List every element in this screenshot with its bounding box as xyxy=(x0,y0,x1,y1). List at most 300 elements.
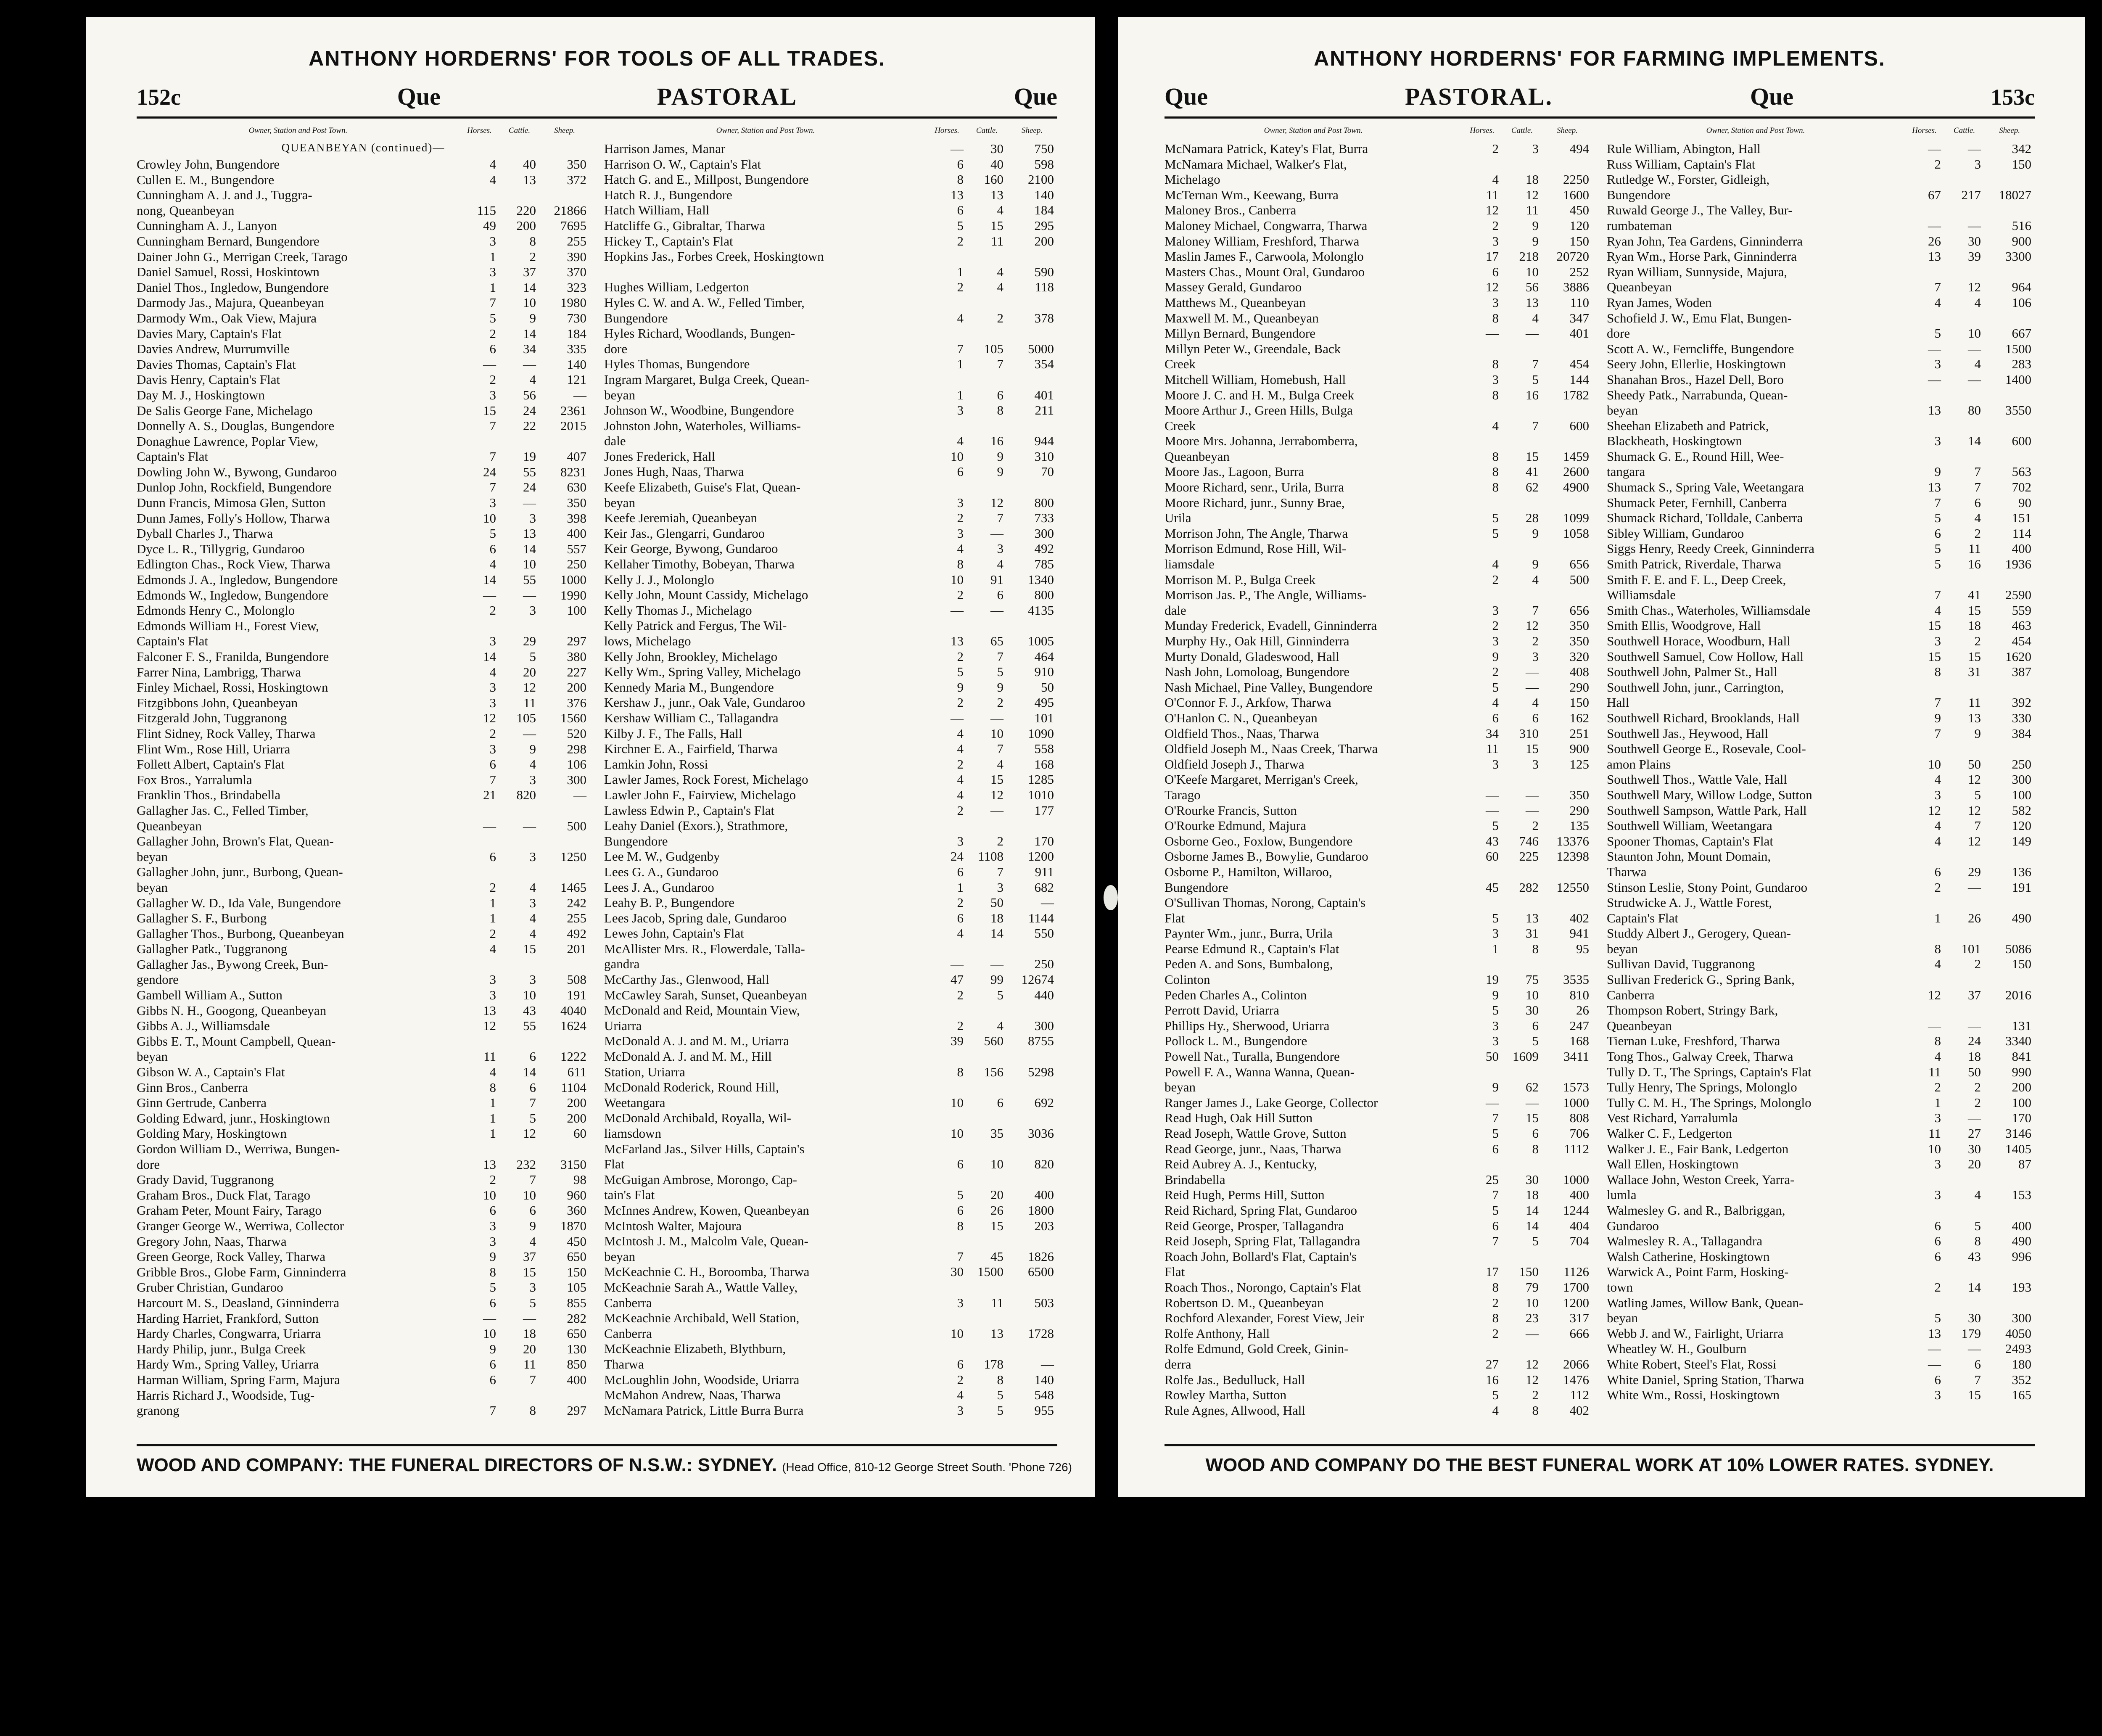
directory-entry xyxy=(137,911,590,926)
cattle-count: 13 xyxy=(990,1326,1003,1341)
owner-station-town: Finley Michael, Rossi, Hoskingtown xyxy=(137,680,328,695)
owner-station-town: Nash Michael, Pine Valley, Bungendore xyxy=(1165,679,1373,695)
cattle-count: 19 xyxy=(523,449,536,464)
owner-station-town: Phillips Hy., Sherwood, Uriarra xyxy=(1165,1018,1330,1033)
owner-station-town: liamsdale xyxy=(1165,557,1215,572)
cattle-count xyxy=(967,1311,1007,1326)
cattle-count: 31 xyxy=(1968,664,1981,679)
sheep-count: 1200 xyxy=(1563,1295,1589,1310)
directory-entry xyxy=(1607,664,2035,680)
cattle-count: 10 xyxy=(523,988,536,1003)
directory-entry xyxy=(604,1372,1057,1388)
sheep-count: 1980 xyxy=(560,295,586,310)
horses-count: 7 xyxy=(489,449,496,464)
directory-entry xyxy=(604,1065,1057,1080)
horses-count: 2 xyxy=(957,695,964,710)
cattle-count: 15 xyxy=(1526,1110,1539,1126)
horses-count xyxy=(1904,1172,1944,1188)
sheep-count: 282 xyxy=(567,1311,586,1326)
directory-entry xyxy=(137,1342,590,1357)
directory-entry xyxy=(1165,372,1592,388)
sheep-count: 131 xyxy=(2012,1018,2031,1033)
cattle-count xyxy=(967,372,1007,388)
page-number: 153c xyxy=(1991,85,2035,110)
directory-entry xyxy=(137,403,590,419)
cattle-count: 18 xyxy=(523,1326,536,1341)
horses-count: 6 xyxy=(489,1372,496,1387)
horses-count: 3 xyxy=(489,495,496,510)
directory-entry xyxy=(1165,188,1592,203)
owner-station-town: Captain's Flat xyxy=(1607,910,1679,925)
horses-count xyxy=(927,1049,967,1065)
owner-station-town: Keir George, Bywong, Gundaroo xyxy=(604,541,778,556)
sheep-count: 372 xyxy=(567,172,586,187)
cattle-count: — xyxy=(1968,141,1981,156)
directory-entry xyxy=(1607,818,2035,834)
sheep-count: 1000 xyxy=(1563,1172,1589,1187)
directory-entry xyxy=(1165,1311,1592,1326)
directory-entry xyxy=(1607,649,2035,665)
cattle-count: 2 xyxy=(997,310,1003,325)
sheep-count: 12674 xyxy=(1021,972,1054,987)
sheep-count: 8231 xyxy=(560,464,586,479)
owner-station-town: Ryan James, Woden xyxy=(1607,295,1712,310)
sheep-count: 153 xyxy=(2012,1187,2031,1202)
owner-station-town: White Robert, Steel's Flat, Rossi xyxy=(1607,1356,1777,1371)
owner-station-town: Pollock L. M., Bungendore xyxy=(1165,1033,1307,1049)
sheep-count: 165 xyxy=(2012,1387,2031,1403)
cattle-count: 5 xyxy=(529,1295,536,1310)
horses-count: 1 xyxy=(489,1126,496,1141)
directory-entry xyxy=(604,603,1057,618)
cattle-count: 6 xyxy=(1974,1356,1981,1371)
horses-count: 5 xyxy=(489,310,496,325)
directory-entry xyxy=(137,1003,590,1019)
cattle-count xyxy=(1944,172,1984,188)
directory-entry xyxy=(604,834,1057,849)
cattle-count: 2 xyxy=(1974,526,1981,541)
owner-station-town: Franklin Thos., Brindabella xyxy=(137,787,281,803)
horses-count xyxy=(927,1003,967,1018)
horses-count: — xyxy=(1928,1356,1941,1371)
cattle-count: 218 xyxy=(1519,249,1539,264)
directory-entry xyxy=(1165,1080,1592,1095)
owner-station-town: Morrison Edmund, Rose Hill, Wil- xyxy=(1165,541,1347,556)
owner-station-town: beyan xyxy=(137,1049,168,1064)
cattle-count: 9 xyxy=(1532,526,1539,541)
owner-station-town: dale xyxy=(1165,602,1186,618)
owner-station-town: Hatch R. J., Bungendore xyxy=(604,187,732,202)
cattle-count: 37 xyxy=(523,264,536,280)
horses-count: 3 xyxy=(1934,787,1941,802)
horses-count: 4 xyxy=(1492,418,1499,433)
owner-station-town: Follett Albert, Captain's Flat xyxy=(137,757,285,772)
directory-entry xyxy=(604,1080,1057,1095)
owner-station-town: Gibbs N. H., Googong, Queanbeyan xyxy=(137,1003,327,1018)
horses-count: 4 xyxy=(1492,172,1499,187)
horses-count: 39 xyxy=(951,1033,964,1049)
directory-entry xyxy=(137,372,590,388)
sheep-count: 387 xyxy=(2012,664,2031,679)
horses-count: 7 xyxy=(489,772,496,787)
directory-entry xyxy=(604,295,1057,311)
sheep-count: 283 xyxy=(2012,357,2031,372)
sheep-count: 810 xyxy=(1569,987,1589,1002)
cattle-count: 5 xyxy=(997,664,1003,679)
column-header xyxy=(1165,126,1592,138)
directory-entry xyxy=(604,649,1057,665)
owner-station-town: McKeachnie C. H., Boroomba, Tharwa xyxy=(604,1264,810,1279)
directory-entry xyxy=(1165,864,1592,880)
sheep-count xyxy=(1984,418,2035,434)
sheep-count: 667 xyxy=(2012,326,2031,341)
horses-count: 30 xyxy=(951,1264,964,1279)
cattle-count: 18 xyxy=(1526,172,1539,187)
directory-entry xyxy=(137,249,590,265)
sheep-count: 180 xyxy=(2012,1356,2031,1371)
owner-station-town: White Wm., Rossi, Hoskingtown xyxy=(1607,1387,1780,1403)
sheep-count: 1800 xyxy=(1028,1202,1054,1218)
horses-count: 4 xyxy=(1492,1403,1499,1418)
sheep-count: 3300 xyxy=(2005,249,2031,264)
directory-entry xyxy=(137,618,590,634)
cattle-count: 8 xyxy=(529,1403,536,1418)
sheep-count: 140 xyxy=(1034,1372,1054,1387)
directory-entry xyxy=(137,1080,590,1096)
horses-count xyxy=(1904,849,1944,864)
directory-entry xyxy=(1165,280,1592,295)
cattle-count: 220 xyxy=(516,203,536,218)
directory-entry xyxy=(1607,726,2035,742)
cattle-count: 15 xyxy=(1526,741,1539,756)
owner-station-town: Murphy Hy., Oak Hill, Ginninderra xyxy=(1165,634,1349,648)
owner-station-town: Harman William, Spring Farm, Majura xyxy=(137,1372,340,1387)
owner-station-town: Lewes John, Captain's Flat xyxy=(604,926,744,941)
owner-station-town: Daniel Thos., Ingledow, Bungendore xyxy=(137,280,329,295)
horses-count xyxy=(1904,311,1944,326)
sheep-count: 317 xyxy=(1569,1311,1589,1326)
owner-station-town: Cullen E. M., Bungendore xyxy=(137,172,275,187)
cattle-count: 160 xyxy=(984,172,1003,187)
cattle-count: 13 xyxy=(1968,710,1981,725)
directory-entry xyxy=(604,1326,1057,1342)
cattle-count xyxy=(1944,311,1984,326)
directory-entry xyxy=(137,1403,590,1419)
sheep-count: 1222 xyxy=(560,1049,586,1064)
cattle-count xyxy=(1944,264,1984,280)
directory-entry xyxy=(137,341,590,357)
sheep-count: 330 xyxy=(2012,710,2031,725)
cattle-count: 2 xyxy=(1974,957,1981,972)
horses-count: 11 xyxy=(1928,1126,1941,1141)
owner-station-town: Strudwicke A. J., Wattle Forest, xyxy=(1607,895,1772,910)
cattle-count: 7 xyxy=(529,1372,536,1387)
horses-count xyxy=(1904,895,1944,911)
cattle-count: 8 xyxy=(1532,1403,1539,1418)
horses-count xyxy=(927,1341,967,1357)
cattle-count: 14 xyxy=(1968,433,1981,449)
page-header xyxy=(1165,82,2035,119)
cattle-count: 24 xyxy=(523,403,536,418)
cattle-count: 150 xyxy=(1519,1264,1539,1279)
sheep-count: 106 xyxy=(567,757,586,772)
directory-entry xyxy=(1607,203,2035,218)
cattle-count xyxy=(1502,403,1542,418)
cattle-count: 6 xyxy=(1974,495,1981,510)
owner-station-town: Powell F. A., Wanna Wanna, Quean- xyxy=(1165,1064,1355,1079)
sheep-count xyxy=(1542,1341,1592,1357)
horses-count: 3 xyxy=(1492,1033,1499,1049)
owner-station-town: Smith Ellis, Woodgrove, Hall xyxy=(1607,618,1761,633)
cattle-count: 7 xyxy=(529,1172,536,1187)
sheep-count: 401 xyxy=(1034,387,1054,402)
directory-entry xyxy=(604,711,1057,726)
sheep-count: 702 xyxy=(2012,480,2031,495)
directory-entry xyxy=(1165,157,1592,172)
owner-station-town: Southwell Horace, Woodburn, Hall xyxy=(1607,634,1790,648)
directory-entry xyxy=(1607,1295,2035,1311)
sheep-count: 2016 xyxy=(2005,987,2031,1002)
sheep-count: 350 xyxy=(567,157,586,172)
owner-station-town: Roach John, Bollard's Flat, Captain's xyxy=(1165,1249,1357,1264)
cattle-count: — xyxy=(990,602,1003,618)
horses-count: 6 xyxy=(489,849,496,864)
owner-station-town: Gribble Bros., Globe Farm, Ginninderra xyxy=(137,1264,346,1279)
horses-count: 5 xyxy=(1492,1126,1499,1141)
owner-station-town: Harrison O. W., Captain's Flat xyxy=(604,156,761,172)
sheep-count: 490 xyxy=(2012,1234,2031,1249)
sheep-count: 1870 xyxy=(560,1218,586,1233)
sheep-count: 450 xyxy=(1569,203,1589,218)
directory-entry xyxy=(137,264,590,280)
owner-station-town: McDonald Roderick, Round Hill, xyxy=(604,1080,779,1095)
directory-entry xyxy=(137,649,590,665)
cattle-count: 56 xyxy=(523,387,536,402)
sheep-count: 495 xyxy=(1034,695,1054,710)
cattle-count: 62 xyxy=(1526,1080,1539,1095)
directory-entry xyxy=(1165,295,1592,311)
sheep-count: 408 xyxy=(1569,664,1589,679)
index-word-right: Que xyxy=(1750,83,1794,110)
sheep-count xyxy=(1007,372,1057,388)
sheep-count: 100 xyxy=(567,603,586,618)
owner-station-town: O'Hanlon C. N., Queanbeyan xyxy=(1165,710,1318,725)
cattle-count xyxy=(967,326,1007,341)
directory-entry xyxy=(1607,587,2035,603)
directory-entry xyxy=(1165,264,1592,280)
directory-entry xyxy=(1607,1126,2035,1141)
sheep-count: 70 xyxy=(1041,464,1054,479)
sheep-count: 1200 xyxy=(1028,849,1054,864)
directory-entry xyxy=(137,864,590,880)
horses-count: 3 xyxy=(1492,602,1499,618)
horses-count: 2 xyxy=(957,649,964,664)
owner-station-town: Hall xyxy=(1607,695,1629,710)
sheep-count xyxy=(1007,941,1057,957)
directory-entry xyxy=(604,141,1057,157)
cattle-count xyxy=(1944,388,1984,403)
owner-station-town: Maxwell M. M., Queanbeyan xyxy=(1165,310,1319,325)
directory-entry xyxy=(1607,757,2035,772)
horses-count: 10 xyxy=(951,572,964,587)
sheep-count: 251 xyxy=(1569,726,1589,741)
horses-count: 6 xyxy=(1934,864,1941,879)
sheep-count xyxy=(1007,1172,1057,1188)
cattle-count: 6 xyxy=(529,1080,536,1095)
horses-count: 1 xyxy=(957,387,964,402)
horses-count: 47 xyxy=(951,972,964,987)
cattle-count xyxy=(967,1172,1007,1188)
sheep-count: 120 xyxy=(2012,818,2031,833)
sheep-count: 3411 xyxy=(1563,1049,1589,1064)
owner-station-town: nong, Queanbeyan xyxy=(137,203,235,218)
owner-station-town: Osborne P., Hamilton, Willaroo, xyxy=(1165,864,1332,879)
horses-count: 10 xyxy=(483,510,496,526)
cattle-count: 9 xyxy=(1532,557,1539,572)
owner-station-town: Thompson Robert, Stringy Bark, xyxy=(1607,1003,1778,1018)
horses-count: 3 xyxy=(489,634,496,649)
index-word-right: Que xyxy=(1014,83,1057,110)
sheep-count: 168 xyxy=(1034,756,1054,772)
horses-count: 2 xyxy=(957,987,964,1002)
horses-count: 2 xyxy=(1934,1080,1941,1095)
owner-station-town: Fox Bros., Yarralumla xyxy=(137,772,252,787)
cattle-count: 105 xyxy=(516,711,536,726)
directory-entry xyxy=(1165,618,1592,634)
directory-entry xyxy=(604,1110,1057,1126)
horses-count: 13 xyxy=(483,1003,496,1018)
cattle-count: 2 xyxy=(1974,634,1981,648)
sheep-count: 820 xyxy=(1034,1157,1054,1172)
sheep-count: 168 xyxy=(1569,1033,1589,1049)
directory-entry xyxy=(1607,772,2035,787)
horses-count: 8 xyxy=(1934,941,1941,956)
sheep-count: 342 xyxy=(2012,141,2031,156)
sheep-count xyxy=(1542,433,1592,449)
sheep-count xyxy=(1542,957,1592,972)
directory-entry xyxy=(1607,741,2035,757)
directory-entry xyxy=(137,1203,590,1218)
owner-station-town: McFarland Jas., Silver Hills, Captain's xyxy=(604,1141,805,1156)
owner-station-town: Gruber Christian, Gundaroo xyxy=(137,1280,283,1295)
directory-entry xyxy=(137,1234,590,1250)
owner-station-town: Gibbs E. T., Mount Campbell, Quean- xyxy=(137,1033,336,1049)
directory-entry xyxy=(604,895,1057,911)
section-title: PASTORAL. xyxy=(1405,83,1553,110)
cattle-count: 4 xyxy=(997,264,1003,279)
horses-count: 6 xyxy=(957,864,964,879)
sheep-count: 384 xyxy=(2012,726,2031,741)
sheep-count: 1459 xyxy=(1563,449,1589,464)
directory-entry xyxy=(1607,634,2035,649)
sheep-count: 559 xyxy=(2012,602,2031,618)
cattle-count: 15 xyxy=(1968,602,1981,618)
directory-entry xyxy=(1607,895,2035,911)
sheep-count: 841 xyxy=(2012,1049,2031,1064)
directory-entry xyxy=(1165,988,1592,1003)
directory-entry xyxy=(1607,403,2035,418)
owner-station-town: Rule Agnes, Allwood, Hall xyxy=(1165,1403,1305,1418)
directory-entry xyxy=(137,311,590,326)
horses-count: 3 xyxy=(489,233,496,248)
page-header xyxy=(137,82,1057,119)
directory-entry xyxy=(137,1357,590,1372)
sheep-count xyxy=(1007,418,1057,434)
owner-station-town: Bungendore xyxy=(1165,880,1228,895)
owner-station-town: Southwell Samuel, Cow Hollow, Hall xyxy=(1607,649,1804,664)
owner-station-town: Rochford Alexander, Forest View, Jeir xyxy=(1165,1311,1364,1326)
bottom-advertisement-text: WOOD AND COMPANY DO THE BEST FUNERAL WORK AT 10% LOWER RATES. SYDNEY. xyxy=(1205,1455,1994,1475)
sheep-count: 464 xyxy=(1034,649,1054,664)
sheep-count: 800 xyxy=(1034,495,1054,510)
horses-count: 2 xyxy=(489,1172,496,1187)
owner-station-town: Gallagher Patk., Tuggranong xyxy=(137,941,288,957)
sheep-count: 1624 xyxy=(560,1018,586,1033)
horses-count xyxy=(927,326,967,341)
owner-station-town: Edmonds Henry C., Molonglo xyxy=(137,603,295,618)
directory-entry xyxy=(604,433,1057,449)
cattle-count: 13 xyxy=(1526,295,1539,310)
owner-station-town: dore xyxy=(137,1157,160,1172)
owner-station-town: Kershaw J., junr., Oak Vale, Gundaroo xyxy=(604,695,805,710)
cattle-count: 14 xyxy=(523,541,536,556)
directory-entry xyxy=(1165,1249,1592,1265)
owner-station-town: Hickey T., Captain's Flat xyxy=(604,233,733,248)
directory-entry xyxy=(1165,1141,1592,1157)
owner-station-town: Rolfe Anthony, Hall xyxy=(1165,1326,1270,1341)
sheep-count: 582 xyxy=(2012,803,2031,818)
sheep-count: 203 xyxy=(1034,1218,1054,1233)
horses-count: 3 xyxy=(1934,1110,1941,1126)
horses-count: 3 xyxy=(957,526,964,541)
horses-count: 4 xyxy=(1934,818,1941,833)
owner-station-town: Davis Henry, Captain's Flat xyxy=(137,372,280,387)
owner-station-town: Smith Chas., Waterholes, Williamsdale xyxy=(1607,602,1811,618)
owner-station-town: Kelly John, Brookley, Michelago xyxy=(604,649,778,664)
directory-entry xyxy=(1165,1234,1592,1249)
directory-entry xyxy=(604,1018,1057,1034)
sheep-count: 400 xyxy=(567,526,586,541)
sheep-count: 247 xyxy=(1569,1018,1589,1033)
horses-count: — xyxy=(1928,372,1941,387)
cattle-count: 7 xyxy=(997,649,1003,664)
directory-entry xyxy=(604,1234,1057,1249)
directory-entry xyxy=(604,864,1057,880)
directory-entry xyxy=(1607,911,2035,926)
owner-station-town: Tully D. T., The Springs, Captain's Flat xyxy=(1607,1064,1812,1079)
sheep-count: 201 xyxy=(567,941,586,957)
directory-entry xyxy=(137,1018,590,1034)
owner-station-town: Daniel Samuel, Rossi, Hoskintown xyxy=(137,264,320,280)
horses-count: — xyxy=(951,957,964,972)
owner-station-town: Ranger James J., Lake George, Collector xyxy=(1165,1095,1378,1110)
directory-entry xyxy=(1607,695,2035,711)
horses-count: 5 xyxy=(1492,526,1499,541)
directory-entry xyxy=(1165,1033,1592,1049)
sheep-count: 170 xyxy=(2012,1110,2031,1126)
cattle-count: 55 xyxy=(523,464,536,479)
directory-entry xyxy=(604,634,1057,649)
sheep-count xyxy=(1984,264,2035,280)
owner-station-town: Rolfe Jas., Bedulluck, Hall xyxy=(1165,1372,1305,1387)
directory-entry xyxy=(1607,864,2035,880)
sheep-count: 598 xyxy=(1034,156,1054,172)
cattle-count: — xyxy=(523,726,536,741)
directory-entry xyxy=(1165,680,1592,695)
sheep-count xyxy=(1984,572,2035,588)
cattle-count: 80 xyxy=(1968,403,1981,418)
horses-count: 6 xyxy=(489,1295,496,1310)
